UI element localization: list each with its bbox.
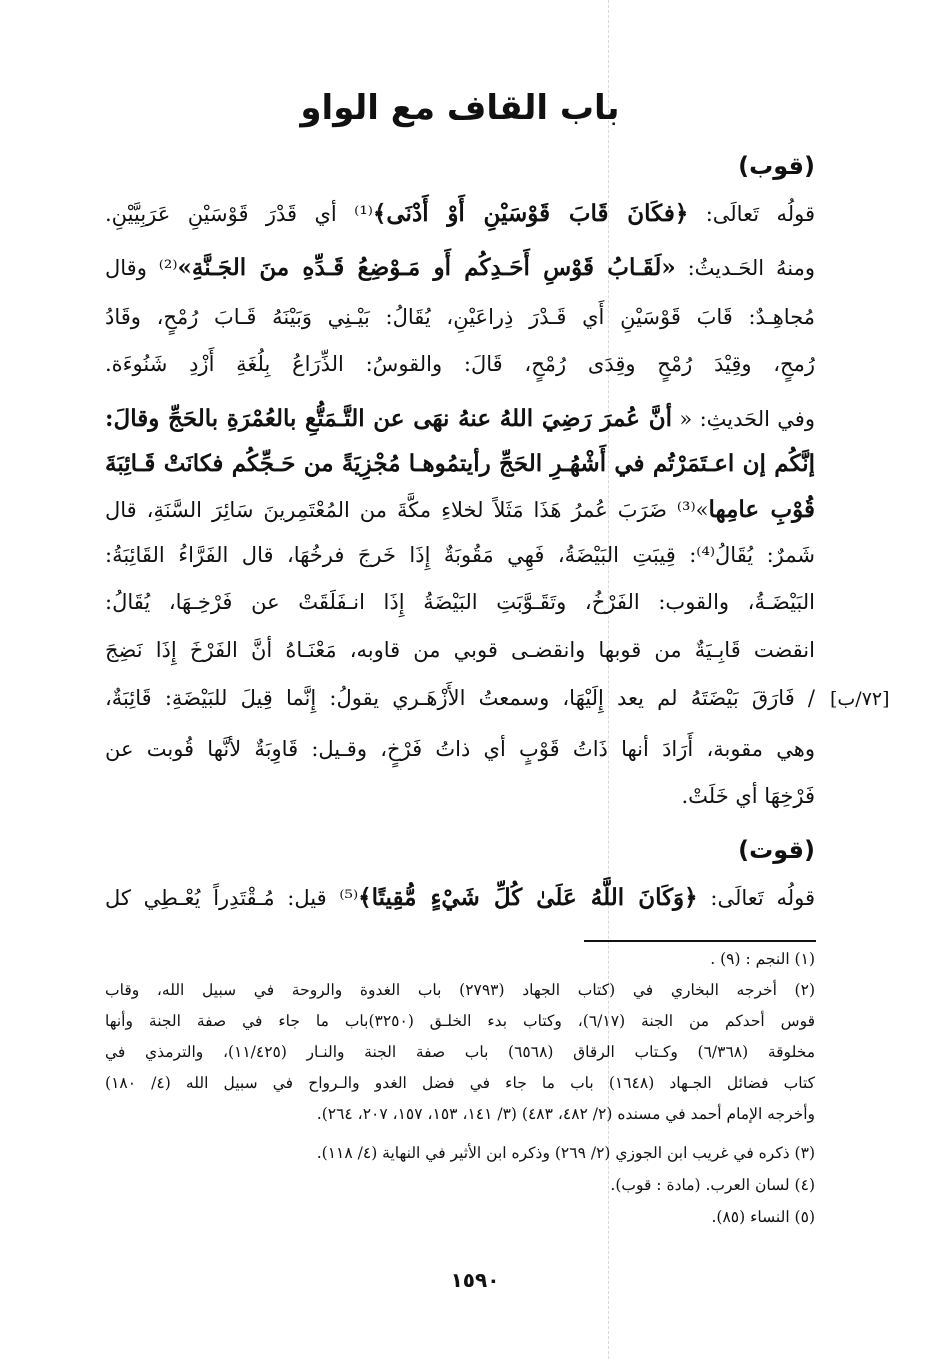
text-line xyxy=(105,590,815,614)
text-line xyxy=(105,254,815,281)
quoted-text: إنَّكُم إن اعـتَمَرْتُم في أَشْهُـرِ الحَجِّ رأيتمُوهـا مُجْزِيَةً من حَـجِّكُم فكانَتْ قَـائِبَةَ xyxy=(105,450,815,477)
footnote-line: (٣) ذكره في غريب ابن الجوزي (٢/ ٢٦٩) وذكره ابن الأثير في النهاية (٤/ ١١٨). xyxy=(316,1144,815,1162)
footnote-separator xyxy=(584,940,816,942)
quoted-text: قُوْبِ عامِها xyxy=(708,496,815,523)
footnote-line: (٥) النساء (٨٥). xyxy=(711,1208,815,1226)
margin-folio-note: [٧٢/ب] xyxy=(830,688,890,710)
text-line xyxy=(105,450,815,477)
text-line xyxy=(105,200,815,227)
text-span: رُمحٍ، وقِيْدَ رُمْحٍ وقِدَى رُمْحٍ، قَالَ: والقوسُ: الذِّرَاعُ بِلُغَةِ أَزْدِ شَنُوءَة. xyxy=(105,352,815,376)
footnote-line: (٤) لسان العرب. (مادة : قوب). xyxy=(610,1176,815,1194)
text-line xyxy=(105,543,815,567)
quoted-text: «لَقَـابُ قَوْسِ أَحَـدِكُم أَو مَـوْضِعُ قَـدِّهِ منَ الجَـنَّةِ» xyxy=(177,254,676,281)
section-heading-qwt: (قوت) xyxy=(738,836,815,864)
text-line xyxy=(105,496,815,523)
footnote-line: وأخرجه الإمام أحمد في مسنده (٢/ ٤٨٢، ٤٨٣) (٣/ ١٤١، ١٥٣، ١٥٧، ٢٠٧، ٢٦٤). xyxy=(316,1105,815,1123)
footnote-line: مخلوقة (٦/٣٦٨) وكـتاب الرقاق (٦٥٦٨) باب صفة الجنة والنـار (١١/٤٢٥)، والترمذي في xyxy=(105,1043,816,1061)
text-span: »⁽³⁾ ضَرَبَ عُمرُ هَذَا مَثَلاً لخلاءِ مكَّةَ من المُعْتَمِرينَ سَائِرَ السَّنَةِ، قال xyxy=(105,498,709,522)
text-span: انقضت قَابِـيَةٌ من قوبها وانقضـى قوبي من قاوبه، مَعْنَـاهُ أنَّ الفَرْخَ إِذَا نَضِجَ xyxy=(105,638,815,662)
text-line xyxy=(105,737,815,761)
text-span: ⁽²⁾ وقال xyxy=(105,256,178,280)
text-line xyxy=(105,638,815,662)
text-line xyxy=(105,405,815,432)
text-span: ⁽⁵⁾ قيل: مُـقْتَدِراً يُعْـطِي كل xyxy=(105,886,359,910)
chapter-title: باب القاف مع الواو xyxy=(300,88,620,128)
text-line xyxy=(105,884,815,911)
quoted-text: ﴿فكَانَ قَابَ قَوْسَيْنِ أَوْ أَدْنَى﴾ xyxy=(372,200,689,227)
quoted-text: أنَّ عُمرَ رَضِيَ اللهُ عنهُ نهَى عن التَّـمَتُّعِ بالعُمْرَةِ بالحَجِّ وقالَ: xyxy=(105,405,673,432)
text-line xyxy=(105,305,815,329)
footnote-line: (١) النجم : (٩) . xyxy=(710,950,815,968)
text-span: ⁽¹⁾ أي قَدْرَ قَوْسَيْنِ عَرَبِيَّيْنِ. xyxy=(105,202,373,226)
quoted-text: ﴿وَكَانَ اللَّهُ عَلَىٰ كُلِّ شَيْءٍ مُّقِيتًا﴾ xyxy=(358,884,698,911)
text-line xyxy=(105,352,815,376)
text-span: وهي مقوبة، أَرَادَ أنها ذَاتُ قَوْبٍ أي ذاتُ فَرْخٍ، وقـيل: قَاوِبَةٌ لأنَّها قُوبت عن xyxy=(105,737,815,761)
text-span: / فَارَقَ بَيْضَتَهُ لم يعد إِلَيْهَا، وسمعتُ الأَزْهَـري يقولُ: إِنَّما قِيلَ للبَيْضَةِ: قَائِبَةٌ، xyxy=(105,686,815,710)
text-span: شَمرٌ: يُقَالُ⁽⁴⁾: قِيبَتِ البَيْضَةُ، فَهِي مَقُوبَةٌ إِذَا خَرجَ فرخُهَا، قال الفَرَّاءُ القَائِبَةُ: xyxy=(105,543,816,567)
text-line xyxy=(105,784,815,808)
footnote-line: كتاب فضائل الجـهاد (١٦٤٨) باب ما جاء في فضل الغدو والـرواح في سبيل الله (٤/ ١٨٠) xyxy=(105,1074,815,1092)
text-span: قولُه تَعالَى: xyxy=(688,202,815,226)
section-heading-qwb: (قوب) xyxy=(738,152,815,180)
text-span: وفي الحَديثِ: « xyxy=(672,407,815,431)
text-span: مُجاهِـدٌ: قَابَ قَوْسَيْنِ أَي قَـدْرَ ذِراعَيْنِ، يُقَالُ: بَيْـنِي وَبَيْنَهُ قَـابَ رُمْحٍ، وقَادُ xyxy=(105,305,815,329)
text-span: البَيْضَـةُ، والقوب: الفَرْخُ، وتَقَـوَّبَتِ البَيْضَةُ إِذَا انـفَلَقَتْ عن فَرْخِـهَا، يُقَالُ: xyxy=(105,590,815,614)
footnote-line: قوس أحدكم من الجنة (٦/١٧)، وكتاب بدء الخلـق (٣٢٥٠)باب ما جاء في صفة الجنة وأنها xyxy=(105,1012,815,1030)
text-span: قولُه تَعالَى: xyxy=(697,886,815,910)
page-number: ١٥٩٠ xyxy=(450,1268,500,1292)
text-line xyxy=(105,686,815,710)
footnote-line: (٢) أخرجه البخاري في (كتاب الجهاد (٢٧٩٣) باب الغدوة والروحة في سبيل الله، وقاب xyxy=(105,981,815,999)
text-span: ومنهُ الحَـديثُ: xyxy=(675,256,815,280)
text-span: فَرْخِهَا أي خَلَتْ. xyxy=(681,784,815,808)
